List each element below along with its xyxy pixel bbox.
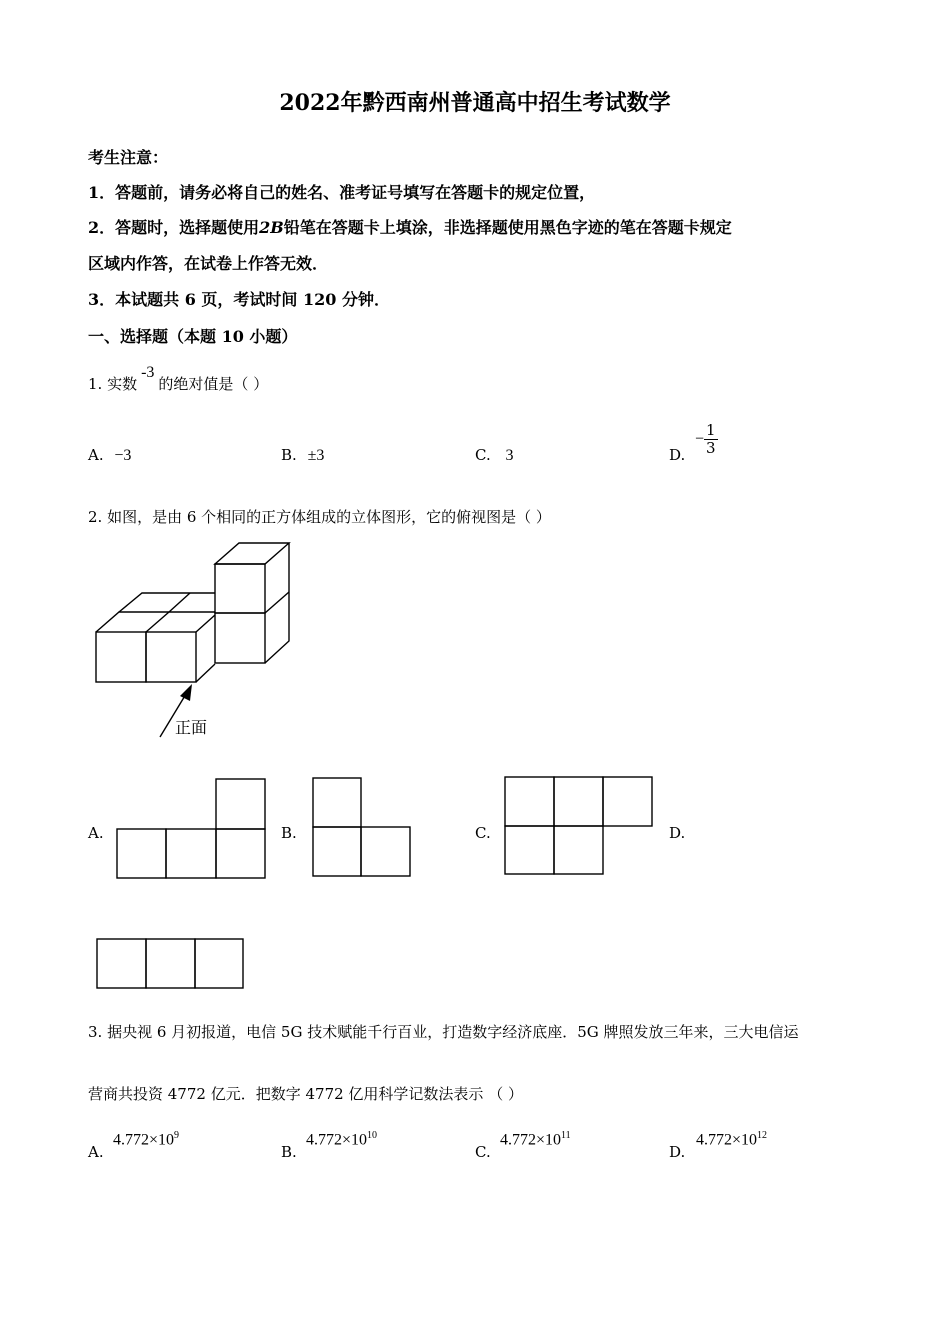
question-2-stem: 2. 如图，是由 6 个相同的正方体组成的立体图形，它的俯视图是（ ）: [88, 508, 551, 526]
q3-option-b-value: [306, 1130, 377, 1149]
q1-option-a-value: −3: [114, 447, 132, 464]
q1-suffix: 的绝对值是（ ）: [158, 375, 269, 393]
note-2-continued: 区域内作答，在试卷上作答无效．: [88, 254, 329, 273]
question-3-line-2: 营商共投资 4772 亿元．把数字 4772 亿用科学记数法表示 （ ）: [88, 1085, 523, 1103]
q1-option-b[interactable]: [281, 446, 324, 465]
q3-option-c-mantissa: 4.772×10: [500, 1131, 562, 1149]
q3-option-a-label[interactable]: A.: [88, 1143, 104, 1161]
q3-option-c-label[interactable]: C.: [475, 1143, 491, 1161]
q2-option-d[interactable]: D.: [669, 824, 686, 842]
front-label: 正面: [175, 718, 208, 737]
q2-option-c-figure[interactable]: [503, 775, 655, 876]
q1-prefix: 1. 实数: [88, 375, 138, 393]
q2-option-a[interactable]: A.: [88, 824, 104, 842]
q1-option-d-sign: −: [695, 430, 705, 448]
q2-option-a-figure[interactable]: [115, 777, 267, 880]
note-2-pencil: 2B: [259, 218, 284, 237]
fraction-denominator: 3: [706, 439, 716, 457]
q1-option-d-label[interactable]: D.: [669, 446, 686, 464]
q1-value: -3: [141, 364, 155, 381]
q2-option-c[interactable]: C.: [475, 824, 491, 842]
q3-option-a-value: [113, 1130, 179, 1149]
note-2-part-c: 铅笔在答题卡上填涂，非选择题使用黑色字迹的笔在答题卡规定: [283, 218, 732, 237]
exam-title: 2022年黔西南州普通高中招生考试数学: [279, 90, 671, 116]
note-2-part-a: 2．答题时，选择题使用: [88, 218, 260, 237]
q1-option-b-label: B.: [281, 446, 297, 464]
question-3-line-1: 3. 据央视 6 月初报道，电信 5G 技术赋能千行百业，打造数字经济底座．5G 牌照发放三年来，三大电信运: [88, 1023, 799, 1041]
q3-option-c-exponent: 11: [561, 1130, 571, 1141]
note-3: 3．本试题共 6 页，考试时间 120 分钟．: [88, 290, 390, 309]
q3-option-c-value: [500, 1130, 571, 1149]
q1-option-c-label: C.: [475, 446, 491, 464]
bottom-row-cubes: [96, 593, 215, 682]
section-heading: 一、选择题（本题 10 小题）: [88, 327, 298, 346]
q3-option-a-exponent: 9: [174, 1130, 180, 1141]
q3-option-b-mantissa: 4.772×10: [306, 1131, 368, 1149]
q3-option-d-exponent: 12: [757, 1130, 768, 1141]
q2-option-b[interactable]: B.: [281, 824, 297, 842]
q1-option-a[interactable]: [88, 446, 131, 465]
q2-option-d-figure[interactable]: [95, 937, 246, 991]
tower-cubes: [215, 543, 289, 663]
q1-option-c[interactable]: [475, 446, 514, 465]
note-1: 1．答题前，请务必将自己的姓名、准考证号填写在答题卡的规定位置，: [88, 183, 596, 202]
question-1: [88, 364, 269, 394]
q1-option-d-fraction: [704, 422, 718, 457]
q3-option-d-label[interactable]: D.: [669, 1143, 686, 1161]
q3-option-d-value: [696, 1130, 767, 1149]
q1-option-d-value: [695, 422, 718, 457]
q1-option-c-value: 3: [505, 447, 514, 464]
cube-figure: [80, 538, 310, 748]
q3-option-d-mantissa: 4.772×10: [696, 1131, 758, 1149]
q1-option-b-value: ±3: [307, 447, 325, 464]
fraction-numerator: 1: [706, 421, 716, 439]
q3-option-b-exponent: 10: [367, 1130, 378, 1141]
q2-option-b-figure[interactable]: [311, 776, 412, 878]
q3-option-a-mantissa: 4.772×10: [113, 1131, 175, 1149]
q3-option-b-label[interactable]: B.: [281, 1143, 297, 1161]
notes-heading: 考生注意：: [88, 148, 169, 167]
note-2: [88, 215, 732, 238]
q1-option-a-label: A.: [88, 446, 104, 464]
